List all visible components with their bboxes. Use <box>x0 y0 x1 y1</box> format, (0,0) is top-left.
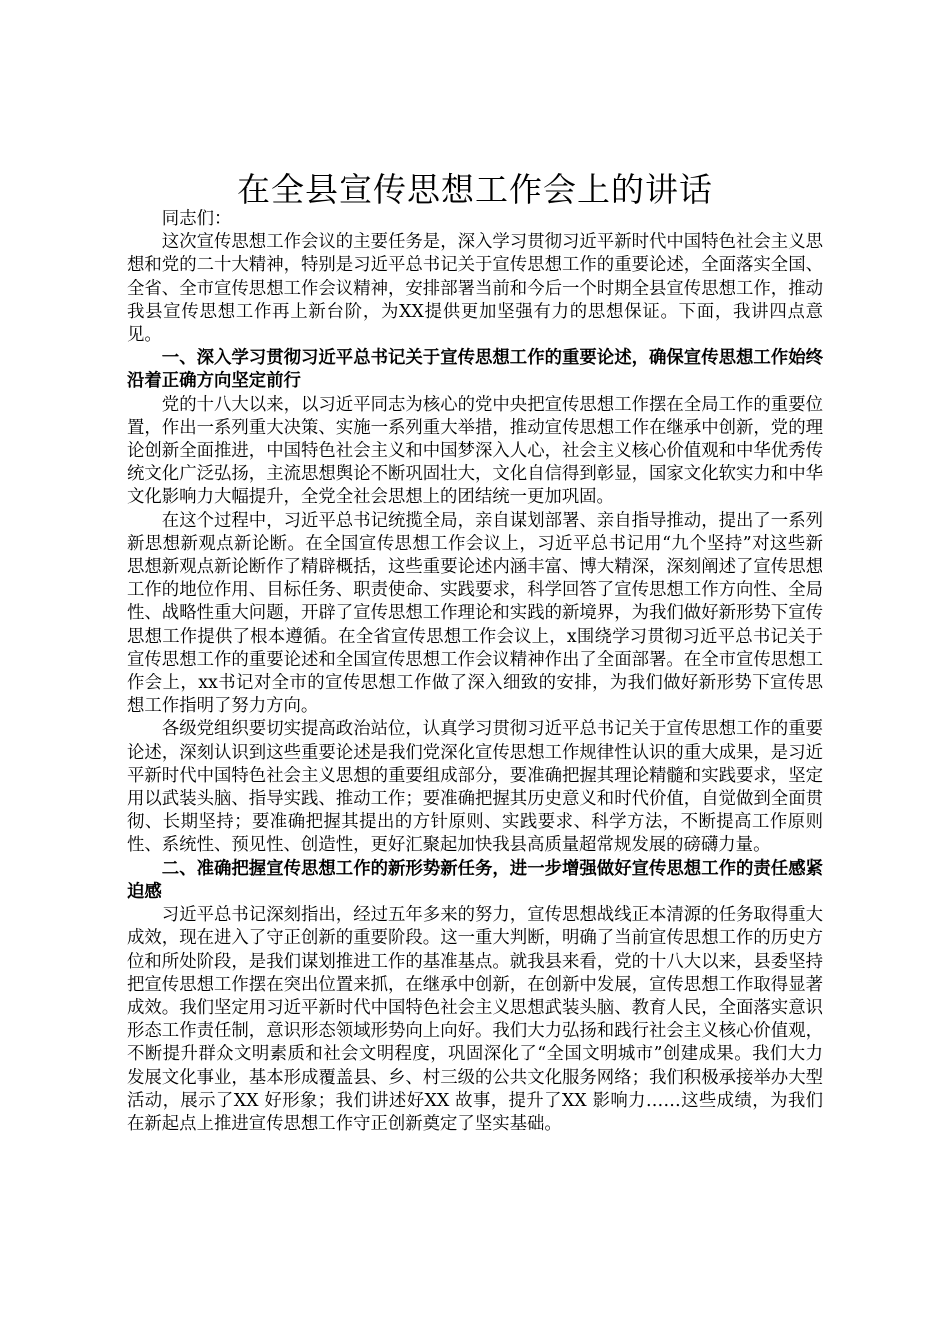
document-page <box>127 168 823 1136</box>
intro-paragraph: 这次宣传思想工作会议的主要任务是，深入学习贯彻习近平新时代中国特色社会主义思想和党的二十大精神，特别是习近平总书记关于宣传思想工作的重要论述，全面落实全国、全省、全市宣传思想工作会议精神，安排部署当前和今后一个时期全县宣传思想工作，推动我县宣传思想工作再上新台阶，为XX提供更加坚强有力的思想保证。下面，我讲四点意见。 <box>127 232 823 346</box>
body-paragraph: 各级党组织要切实提高政治站位，认真学习贯彻习近平总书记关于宣传思想工作的重要论述，深刻认识到这些重要论述是我们党深化宣传思想工作规律性认识的重大成果，是习近平新时代中国特色社会主义思想的重要组成部分，要准确把握其理论精髓和实践要求，坚定用以武装头脑、指导实践、推动工作；要准确把握其历史意义和时代价值，自觉做到全面贯彻、长期坚持；要准确把握其提出的方针原则、实践要求、科学方法，不断提高工作原则性、系统性、预见性、创造性，更好汇聚起加快我县高质量超常规发展的磅礴力量。 <box>127 719 823 856</box>
body-paragraph: 党的十八大以来，以习近平同志为核心的党中央把宣传思想工作摆在全局工作的重要位置，作出一系列重大决策、实施一系列重大举措，推动宣传思想工作在继承中创新，党的理论创新全面推进，中国特色社会主义和中国梦深入人心，社会主义核心价值观和中华优秀传统文化广泛弘扬，主流思想舆论不断巩固壮大，文化自信得到彰显，国家文化软实力和中华文化影响力大幅提升，全党全社会思想上的团结统一更加巩固。 <box>127 394 823 508</box>
salutation: 同志们： <box>161 209 232 229</box>
document-title: 在全县宣传思想工作会上的讲话 <box>237 170 713 209</box>
section-heading-2: 二、准确把握宣传思想工作的新形势新任务，进一步增强做好宣传思想工作的责任感紧迫感 <box>127 858 823 902</box>
body-paragraph: 在这个过程中，习近平总书记统揽全局，亲自谋划部署、亲自指导推动，提出了一系列新思想新观点新论断。在全国宣传思想工作会议上，习近平总书记用“九个坚持”对这些新思想新观点新论断作了精辟概括，这些重要论述内涵丰富、博大精深，深刻阐述了宣传思想工作的地位作用、目标任务、职责使命、实践要求，科学回答了宣传思想工作方向性、全局性、战略性重大问题，开辟了宣传思想工作理论和实践的新境界，为我们做好新形势下宣传思想工作提供了根本遵循。在全省宣传思想工作会议上，x围绕学习贯彻习近平总书记关于宣传思想工作的重要论述和全国宣传思想工作会议精神作出了全面部署。在全市宣传思想工作会上，xx书记对全市的宣传思想工作做了深入细致的安排，为我们做好新形势下宣传思想工作指明了努力方向。 <box>127 510 823 717</box>
section-heading-1: 一、深入学习贯彻习近平总书记关于宣传思想工作的重要论述，确保宣传思想工作始终沿着正确方向坚定前行 <box>127 348 823 392</box>
body-paragraph: 习近平总书记深刻指出，经过五年多来的努力，宣传思想战线正本清源的任务取得重大成效，现在进入了守正创新的重要阶段。这一重大判断，明确了当前宣传思想工作的历史方位和所处阶段，是我们谋划推进工作的基准基点。就我县来看，党的十八大以来，县委坚持把宣传思想工作摆在突出位置来抓，在继承中创新，在创新中发展，宣传思想工作取得显著成效。我们坚定用习近平新时代中国特色社会主义思想武装头脑、教育人民，全面落实意识形态工作责任制，意识形态领域形势向上向好。我们大力弘扬和践行社会主义核心价值观，不断提升群众文明素质和社会文明程度，巩固深化了“全国文明城市”创建成果。我们大力发展文化事业，基本形成覆盖县、乡、村三级的公共文化服务网络；我们积极承接举办大型活动，展示了XX 好形象；我们讲述好XX 故事，提升了XX 影响力……这些成绩，为我们在新起点上推进宣传思想工作守正创新奠定了坚实基础。 <box>127 905 823 1134</box>
